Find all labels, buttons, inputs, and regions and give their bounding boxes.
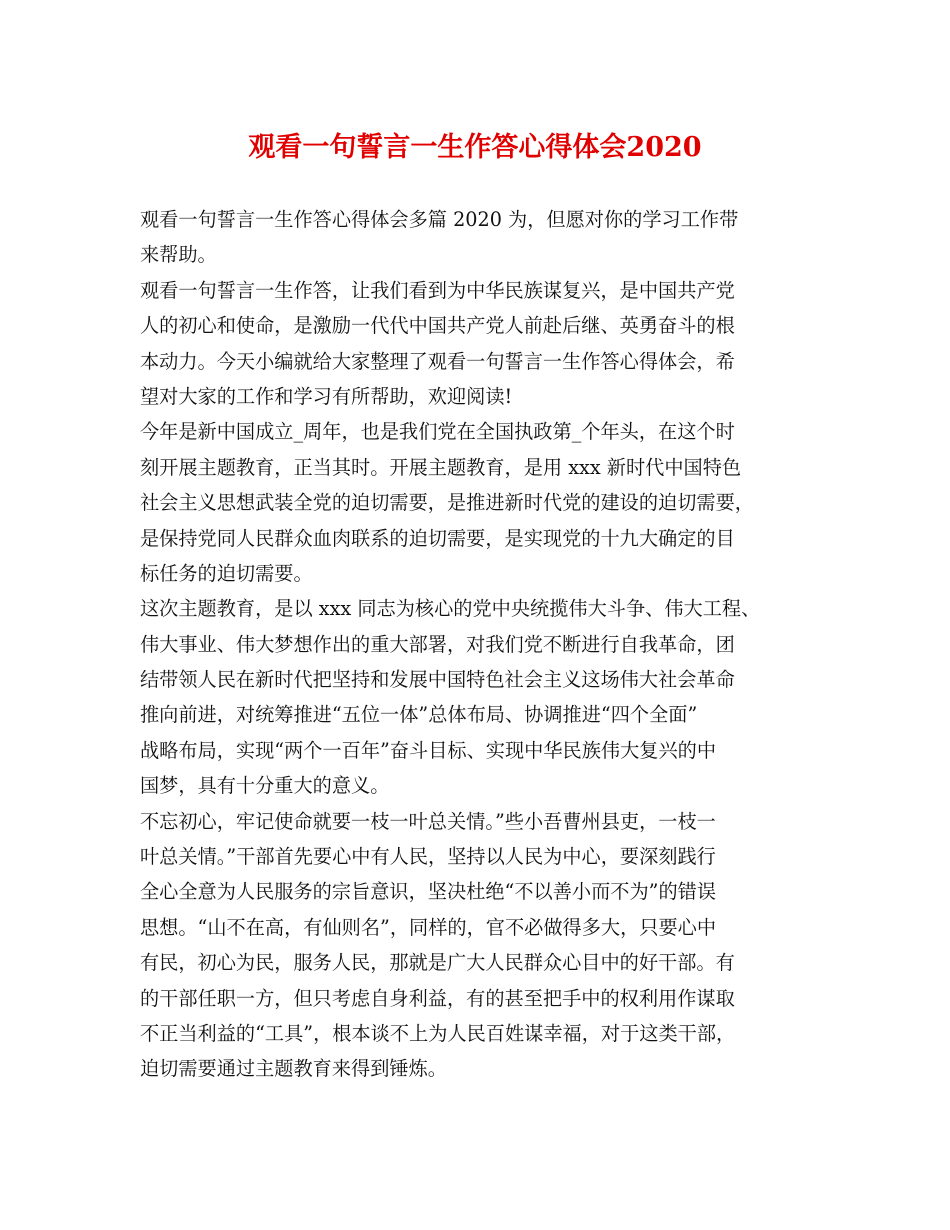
- document-body: [140, 202, 824, 1087]
- text-line: 是保持党同人民群众血肉联系的迫切需要，是实现党的十九大确定的目: [140, 526, 735, 550]
- text-line: 全心全意为人民服务的宗旨意识，坚决杜绝“不以善小而不为”的错误: [140, 880, 717, 904]
- paragraph-1: [140, 202, 824, 273]
- text-line: 迫切需要通过主题教育来得到锤炼。: [140, 1057, 447, 1081]
- text-line: 本动力。今天小编就给大家整理了观看一句誓言一生作答心得体会，希: [140, 349, 735, 373]
- text-line: 伟大事业、伟大梦想作出的重大部署，对我们党不断进行自我革命，团: [140, 632, 735, 656]
- text-line: 战略布局，实现“两个一百年”奋斗目标、实现中华民族伟大复兴的中: [140, 738, 717, 762]
- text-line: 国梦，具有十分重大的意义。: [140, 774, 390, 798]
- text-line: 人的初心和使命，是激励一代代中国共产党人前赴后继、英勇奋斗的根: [140, 314, 735, 338]
- text-line: 这次主题教育，是以 xxx 同志为核心的党中央统揽伟大斗争、伟大工程、: [140, 597, 761, 621]
- text-line: 来帮助。: [140, 243, 217, 267]
- text-line: 叶总关情。”干部首先要心中有人民，坚持以人民为中心，要深刻践行: [140, 845, 716, 869]
- paragraph-5: [140, 804, 824, 1087]
- paragraph-2: [140, 273, 824, 415]
- text-line: 不忘初心，牢记使命就要一枝一叶总关情。”些小吾曹州县吏，一枝一: [140, 809, 716, 833]
- text-line: 望对大家的工作和学习有所帮助，欢迎阅读!: [140, 384, 513, 408]
- text-line: 结带领人民在新时代把坚持和发展中国特色社会主义这场伟大社会革命: [140, 668, 735, 692]
- text-line: 的干部任职一方，但只考虑自身利益，有的甚至把手中的权利用作谋取: [140, 986, 735, 1010]
- paragraph-4: [140, 591, 824, 803]
- text-line: 观看一句誓言一生作答，让我们看到为中华民族谋复兴，是中国共产党: [140, 278, 735, 302]
- text-line: 刻开展主题教育，正当其时。开展主题教育，是用 xxx 新时代中国特色: [140, 455, 742, 479]
- text-line: 标任务的迫切需要。: [140, 561, 313, 585]
- document-title: 观看一句誓言一生作答心得体会2020: [248, 132, 702, 163]
- paragraph-3: [140, 414, 824, 591]
- text-line: 不正当利益的“工具”，根本谈不上为人民百姓谋幸福，对于这类干部，: [140, 1021, 736, 1045]
- text-line: 观看一句誓言一生作答心得体会多篇 2020 为，但愿对你的学习工作带: [140, 208, 739, 231]
- text-line: 有民，初心为民，服务人民，那就是广大人民群众心目中的好干部。有: [140, 951, 735, 975]
- text-line: 思想。“山不在高，有仙则名”，同样的，官不必做得多大，只要心中: [140, 915, 717, 939]
- text-line: 推向前进，对统筹推进“五位一体”总体布局、协调推进“四个全面”: [140, 703, 698, 727]
- text-line: 今年是新中国成立_周年，也是我们党在全国执政第_个年头，在这个时: [140, 420, 735, 444]
- text-line: 社会主义思想武装全党的迫切需要，是推进新时代党的建设的迫切需要，: [140, 491, 754, 515]
